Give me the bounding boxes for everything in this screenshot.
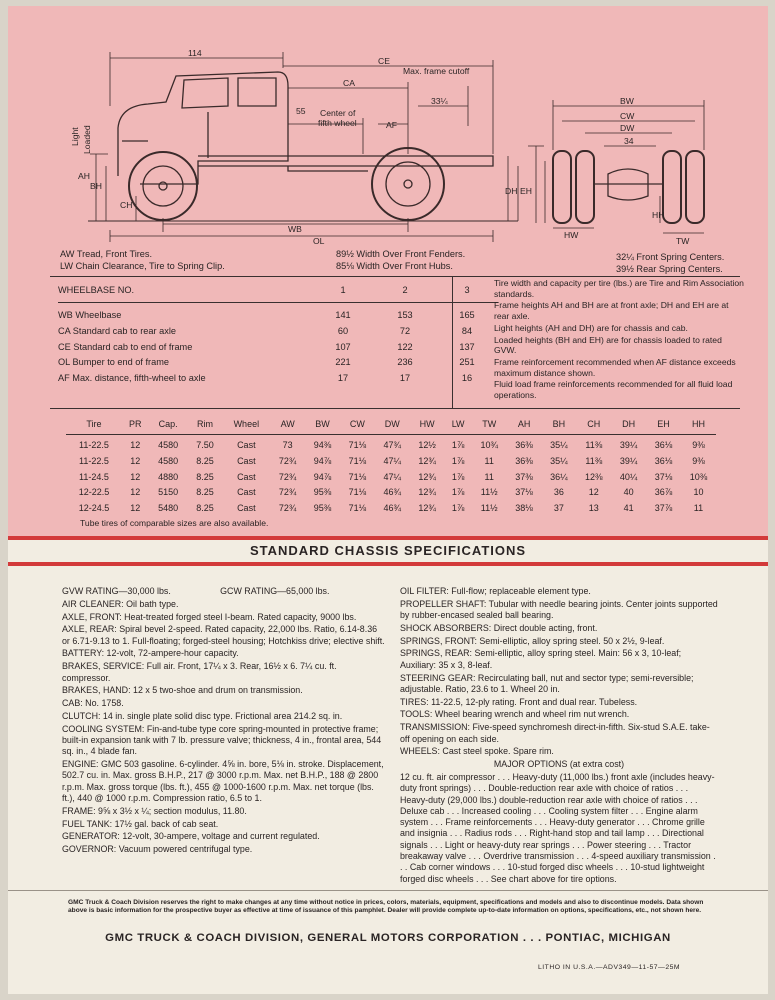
note-fender-width: 89½ Width Over Front Fenders.	[336, 249, 466, 259]
tire-cell: 7.50	[196, 440, 214, 451]
wheelbase-col-3: 3	[464, 284, 470, 295]
tire-cell: 8.25	[196, 471, 214, 482]
note-item: Fluid load frame reinforcements recommended for all fluid load operations.	[494, 379, 733, 401]
tire-cell: 12-22.5	[78, 487, 110, 498]
tire-cell: 73	[282, 440, 293, 451]
tire-col-header: TW	[482, 418, 497, 429]
tire-cell: 39¼	[619, 455, 638, 466]
tire-cell: 38⅛	[515, 502, 533, 513]
tire-cell: 9⅜	[692, 455, 705, 466]
dim-ce-label: CE	[378, 56, 390, 66]
spec-item: COOLING SYSTEM: Fin-and-tube type core spring-mounted in protective frame; built-in expansion tank with 7 lb. pressure valve; thickness, 4 in., frontal area, 544 sq. in., 4 blade fan.	[62, 723, 382, 757]
tire-col-header: PR	[129, 418, 142, 429]
center-fifth-label: Center of	[320, 108, 356, 118]
tire-cell: 12-24.5	[78, 502, 110, 513]
table-row	[66, 484, 716, 500]
tire-cell: 94⅜	[313, 440, 332, 451]
tire-cell: 36⅞	[654, 487, 673, 498]
tire-cell: 12¾	[418, 471, 436, 482]
tire-cell: 47¾	[383, 440, 401, 451]
tire-cell: 9⅜	[692, 440, 705, 451]
tire-cell: 71⅛	[348, 455, 367, 466]
dim-ah-label: AH	[78, 171, 90, 181]
spec-item: AIR CLEANER: Oil bath type.	[62, 598, 179, 609]
tire-cell: 71⅛	[348, 471, 367, 482]
dim-wb-label: WB	[288, 224, 302, 234]
tube-tire-note: Tube tires of comparable sizes are also available.	[80, 518, 269, 528]
tire-header-row	[66, 416, 716, 432]
spec-item: WHEELS: Cast steel spoke. Spare rim.	[400, 746, 554, 757]
tire-cell: 39¼	[619, 440, 638, 451]
tire-cell: 71⅛	[348, 440, 367, 451]
tire-col-header: EH	[657, 418, 670, 429]
tire-cell: 12¾	[418, 455, 436, 466]
spec-item: FRAME: 9⅝ x 3½ x ¼; section modulus, 11.80.	[62, 805, 247, 816]
disclaimer: GMC Truck & Coach Division reserves the right to make changes at any time without notice in prices, colors, materials, equipment, specifications and models and also to discontinue models. Data shown above is basic information for the prospective buyer as effective at time of issuance of this pamphlet. Dealer will provide complete up-to-date information on options, specifications, etc., not shown here.	[68, 899, 704, 915]
dim-dw-label: DW	[620, 123, 635, 133]
light-label: Light	[70, 127, 80, 146]
spec-item: STEERING GEAR: Recirculating ball, nut and sector type; semi-reversible; adjustable. Ratio, 23.6 to 1. Wheel 20 in.	[400, 672, 694, 694]
dim-ol-label: OL	[313, 236, 325, 246]
tire-col-header: DW	[384, 418, 400, 429]
tire-col-header: CH	[587, 418, 601, 429]
table-row: OL Bumper to end of frame 221 236 251	[58, 357, 475, 368]
dim-ch-label: CH	[120, 200, 133, 210]
tire-cell: 8.25	[196, 502, 214, 513]
note-item: Tire width and capacity per tire (lbs.) are Tire and Rim Association standards.	[494, 278, 744, 299]
tire-col-header: CW	[349, 418, 365, 429]
spec-item: GENERATOR: 12-volt, 30-ampere, voltage and current regulated.	[62, 831, 320, 842]
tire-col-header: Wheel	[233, 418, 260, 429]
tire-col-header: Cap.	[158, 418, 178, 429]
footer-division: GMC TRUCK & COACH DIVISION, GENERAL MOTORS CORPORATION . . . PONTIAC, MICHIGAN	[105, 932, 671, 944]
dim-eh-label: EH	[520, 186, 532, 196]
tire-cell: 94⅞	[313, 471, 332, 482]
tire-cell: 11-24.5	[79, 471, 109, 482]
tire-cell: 37⅛	[515, 487, 533, 498]
tire-cell: 12½	[418, 440, 436, 451]
tire-cell: 36	[553, 487, 564, 498]
tire-cell: 12	[130, 502, 141, 513]
tire-cell: 72¾	[278, 502, 297, 513]
tire-cell: 36⅛	[654, 455, 673, 466]
spec-item: BRAKES, HAND: 12 x 5 two-shoe and drum on transmission.	[62, 685, 303, 696]
note-item: Light heights (AH and DH) are for chassis and cab.	[494, 322, 688, 333]
tire-cell: 36¼	[550, 471, 568, 482]
tire-cell: 1⅞	[451, 455, 465, 466]
major-options-title: MAJOR OPTIONS (at extra cost)	[493, 759, 625, 770]
dim-dh-label: DH	[505, 186, 518, 196]
tire-cell: 35¼	[550, 440, 568, 451]
wheelbase-header: WHEELBASE NO.	[58, 284, 135, 295]
tire-col-header: BW	[315, 418, 330, 429]
tire-cell: 11	[484, 455, 494, 466]
spec-item: TOOLS: Wheel bearing wrench and wheel rim nut wrench.	[400, 709, 630, 720]
tire-cell: 12¾	[418, 502, 436, 513]
rule-footer	[8, 890, 768, 891]
spec-item: BATTERY: 12-volt, 72-ampere-hour capacity.	[62, 648, 239, 659]
red-stripe-bottom	[8, 562, 768, 566]
tire-cell: 47¼	[383, 471, 401, 482]
tire-col-header: BH	[552, 418, 566, 429]
spec-item: ENGINE: GMC 503 gasoline. 6-cylinder. 4⅝ in. bore, 5⅛ in. stroke. Displacement, 502.7 cu. in. Max. gross B.H.P., 217 @ 3000 r.p.m. Max. net B.H.P., 188 @ 2800 r.p.m. Max. gross torque (lbs. ft.), 455 @ 1000-1600 r.p.m. Max. net torque (lbs. ft.), 440 @ 1000 r.p.m. Compression ratio, 6.5 to 1.	[62, 759, 384, 804]
specs-left-column	[62, 586, 387, 857]
wheelbase-header-row	[58, 282, 498, 298]
tire-col-header: AW	[280, 418, 295, 429]
dim-bw-label: BW	[620, 96, 634, 106]
tire-cell: 12¾	[418, 487, 436, 498]
spec-item: GVW RATING—30,000 lbs. GCW RATING—65,000 lbs.	[62, 586, 330, 596]
notes-middle	[336, 249, 465, 272]
tire-cell: 11½	[480, 502, 498, 513]
tire-cell: 11	[484, 471, 494, 482]
tire-cell: 71⅛	[348, 487, 367, 498]
spec-item: SPRINGS, REAR: Semi-elliptic, alloy spring steel. Main: 56 x 3, 10-leaf; Auxiliary: 35 x 3, 8-leaf.	[400, 648, 682, 670]
tire-cell: 94⅞	[313, 455, 332, 466]
note-aw: AW Tread, Front Tires.	[60, 249, 153, 259]
spec-item: GOVERNOR: Vacuum powered centrifugal type.	[62, 844, 253, 855]
rule-mid	[50, 408, 740, 409]
tire-cell: 12⅜	[585, 471, 603, 482]
tire-cell: 12	[130, 471, 141, 482]
rule-tire-header	[66, 434, 716, 435]
tire-cell: 4880	[158, 471, 179, 482]
tire-cell: 1⅞	[451, 471, 465, 482]
tire-col-header: Tire	[86, 418, 102, 429]
table-row	[66, 469, 716, 485]
tire-cell: Cast	[237, 502, 256, 513]
red-stripe-top	[8, 536, 768, 540]
tire-cell: 5480	[158, 502, 179, 513]
dim-33-label: 33¼	[431, 96, 448, 106]
table-row: WB Wheelbase 141 153 165	[58, 310, 475, 321]
spec-item: TRANSMISSION: Five-speed synchromesh direct-in-fifth. Six-stud S.A.E. take-off opening on each side.	[400, 722, 710, 744]
tire-cell: 72¾	[278, 455, 297, 466]
rule-top	[50, 276, 740, 277]
tire-cell: 12	[130, 455, 141, 466]
tire-cell: 37	[553, 502, 564, 513]
tire-col-header: AH	[517, 418, 531, 429]
spec-item: PROPELLER SHAFT: Tubular with needle bearing joints. Center joints supported by rubber-encased sealed ball bearing.	[400, 598, 718, 621]
tire-cell: 95⅜	[313, 502, 332, 513]
tire-cell: 36⅜	[515, 455, 533, 466]
tire-cell: 10	[693, 487, 704, 498]
tire-cell: 40¼	[619, 471, 638, 482]
table-row	[66, 500, 716, 516]
tire-cell: 71⅛	[348, 502, 367, 513]
major-options-text: 12 cu. ft. air compressor . . . Heavy-duty (11,000 lbs.) front axle (includes heavy-duty front springs) . . . Double-reduction rear axle with choice of ratios . . . Heavy-duty (29,000 lbs.) double-reduction rear axle with choice of ratios . . . Deluxe cab . . . Increased cooling . . . Cooling system filter . . . Engine alarm system . . . Frame reinforcements . . . Heavy-duty generator . . . Chrome grille and insignia . . . Radius rods . . . Right-hand stop and tail lamp . . . Directional signals . . . Light or heavy-duty rear springs . . . Power steering . . . Tractor breakaway valve . . . Overdrive transmission . . . 4-speed auxiliary transmission . . . Cab corner windows . . . 10-stud forged disc wheels . . . 10-stud lightweight forged disc wheels . . . See chart above for tire options.	[400, 771, 716, 884]
tire-col-header: LW	[451, 418, 465, 429]
tire-cell: 11½	[480, 487, 498, 498]
dim-bh-label: BH	[90, 181, 102, 191]
spec-item: AXLE, FRONT: Heat-treated forged steel I-beam. Rated capacity, 9000 lbs.	[62, 611, 357, 622]
tire-cell: 12	[130, 487, 141, 498]
spec-item: BRAKES, SERVICE: Full air. Front, 17¼ x 3. Rear, 16½ x 6. 7¼ cu. ft. compressor.	[62, 661, 337, 683]
note-rear-spring: 39½ Rear Spring Centers.	[616, 263, 723, 274]
max-frame-cutoff-label: Max. frame cutoff	[403, 66, 470, 76]
tire-cell: 1⅞	[451, 487, 465, 498]
section-title: STANDARD CHASSIS SPECIFICATIONS	[249, 543, 527, 558]
tire-cell: 4580	[158, 440, 179, 451]
spec-item: AXLE, REAR: Spiral bevel 2-speed. Rated capacity, 22,000 lbs. Ratio, 6.14-8.36 or 6.71-9.13 to 1. Full-floating; forged-steel housing; Hotchkiss drive; elective shift.	[62, 624, 385, 646]
specs-right-column	[400, 586, 718, 886]
tire-cell: 95⅜	[313, 487, 332, 498]
tire-notes	[494, 278, 744, 402]
dim-55-label: 55	[296, 106, 306, 116]
tire-cell: 11⅜	[585, 455, 603, 466]
center-fifth-label-2: fifth wheel	[318, 118, 357, 128]
wheelbase-col-2: 2	[402, 284, 408, 295]
tire-cell: 4580	[158, 455, 179, 466]
tire-cell: 8.25	[196, 487, 214, 498]
dim-af-label: AF	[386, 120, 397, 130]
wheelbase-col-1: 1	[340, 284, 346, 295]
table-row: CE Standard cab to end of frame 107 122 137	[58, 341, 475, 352]
tire-cell: 40	[623, 487, 634, 498]
note-item: Frame reinforcement recommended when AF distance exceeds maximum distance shown.	[494, 356, 736, 378]
tire-cell: 1⅞	[451, 502, 465, 513]
tire-cell: 72¾	[278, 487, 297, 498]
tire-col-header: HH	[691, 418, 705, 429]
tire-cell: 10⅜	[689, 471, 708, 482]
tire-cell: 37⅛	[654, 471, 673, 482]
tire-cell: 37⅜	[515, 471, 533, 482]
table-row: CA Standard cab to rear axle 60 72 84	[58, 325, 473, 336]
litho-code: LITHO IN U.S.A.—ADV349—11-57—25M	[538, 964, 681, 971]
note-hub-width: 85⅛ Width Over Front Hubs.	[336, 260, 453, 271]
note-front-spring: 32¼ Front Spring Centers.	[616, 252, 725, 262]
tire-cell: Cast	[237, 440, 256, 451]
notes-left	[60, 249, 225, 272]
tire-col-header: Rim	[196, 418, 213, 429]
tire-col-header: HW	[419, 418, 435, 429]
tire-cell: 11-22.5	[79, 455, 109, 466]
tire-cell: 11	[693, 502, 704, 513]
tire-cell: 36⅛	[654, 440, 673, 451]
spec-item: CAB: No. 1758.	[62, 698, 124, 709]
spec-item: OIL FILTER: Full-flow; replaceable element type.	[400, 586, 591, 596]
note-item: Loaded heights (BH and EH) are for chassis loaded to rated GVW.	[494, 334, 722, 356]
table-row: AF Max. distance, fifth-wheel to axle 17 17 16	[58, 372, 473, 383]
dim-hh-label: HH	[652, 210, 665, 220]
dim-hw-label: HW	[564, 230, 579, 240]
spec-item: SPRINGS, FRONT: Semi-elliptic, alloy spring steel. 50 x 2½, 9-leaf.	[400, 635, 665, 646]
table-row	[66, 453, 716, 469]
tire-cell: 47¼	[383, 455, 401, 466]
tire-cell: 72¾	[278, 471, 297, 482]
tire-cell: Cast	[237, 487, 256, 498]
dim-34-label: 34	[624, 136, 634, 146]
tire-cell: 10¾	[480, 440, 498, 451]
truck-dimension-diagram	[48, 46, 748, 246]
tire-cell: Cast	[237, 455, 256, 466]
tire-cell: 13	[588, 502, 599, 513]
tire-cell: 36⅜	[515, 440, 533, 451]
tire-cell: 11⅜	[585, 440, 603, 451]
spec-item: TIRES: 11-22.5, 12-ply rating. Front and dual rear. Tubeless.	[400, 696, 638, 707]
note-item: Frame heights AH and BH are at front axle; DH and EH are at rear axle.	[494, 300, 729, 322]
dim-ca-label: CA	[343, 78, 355, 88]
spec-item: FUEL TANK: 17½ gal. back of cab seat.	[62, 818, 219, 829]
pink-upper-panel	[8, 6, 768, 536]
tire-cell: 12	[130, 440, 141, 451]
tire-cell: 1⅞	[451, 440, 465, 451]
note-lw: LW Chain Clearance, Tire to Spring Clip.	[60, 260, 225, 271]
tire-cell: Cast	[237, 471, 256, 482]
wheelbase-table	[58, 282, 498, 386]
dim-tw-label: TW	[676, 236, 690, 246]
dim-114-label: 114	[188, 48, 202, 58]
tire-cell: 37⅞	[654, 502, 673, 513]
tire-table	[66, 416, 716, 516]
tire-cell: 12	[588, 487, 599, 498]
tire-cell: 46¾	[383, 487, 401, 498]
tire-cell: 5150	[158, 487, 179, 498]
tire-cell: 41	[623, 502, 634, 513]
notes-right	[616, 252, 724, 275]
tire-cell: 46¾	[383, 502, 401, 513]
spec-item: CLUTCH: 14 in. single plate solid disc type. Frictional area 214.2 sq. in.	[62, 710, 343, 721]
loaded-label: Loaded	[82, 125, 92, 154]
tire-cell: 11-22.5	[79, 440, 109, 451]
spec-sheet	[8, 6, 768, 994]
table-row	[66, 438, 716, 454]
tire-col-header: DH	[622, 418, 636, 429]
tire-cell: 35¼	[550, 455, 568, 466]
spec-item: SHOCK ABSORBERS: Direct double acting, front.	[400, 622, 598, 633]
dim-cw-label: CW	[620, 111, 635, 121]
tire-cell: 8.25	[196, 455, 214, 466]
